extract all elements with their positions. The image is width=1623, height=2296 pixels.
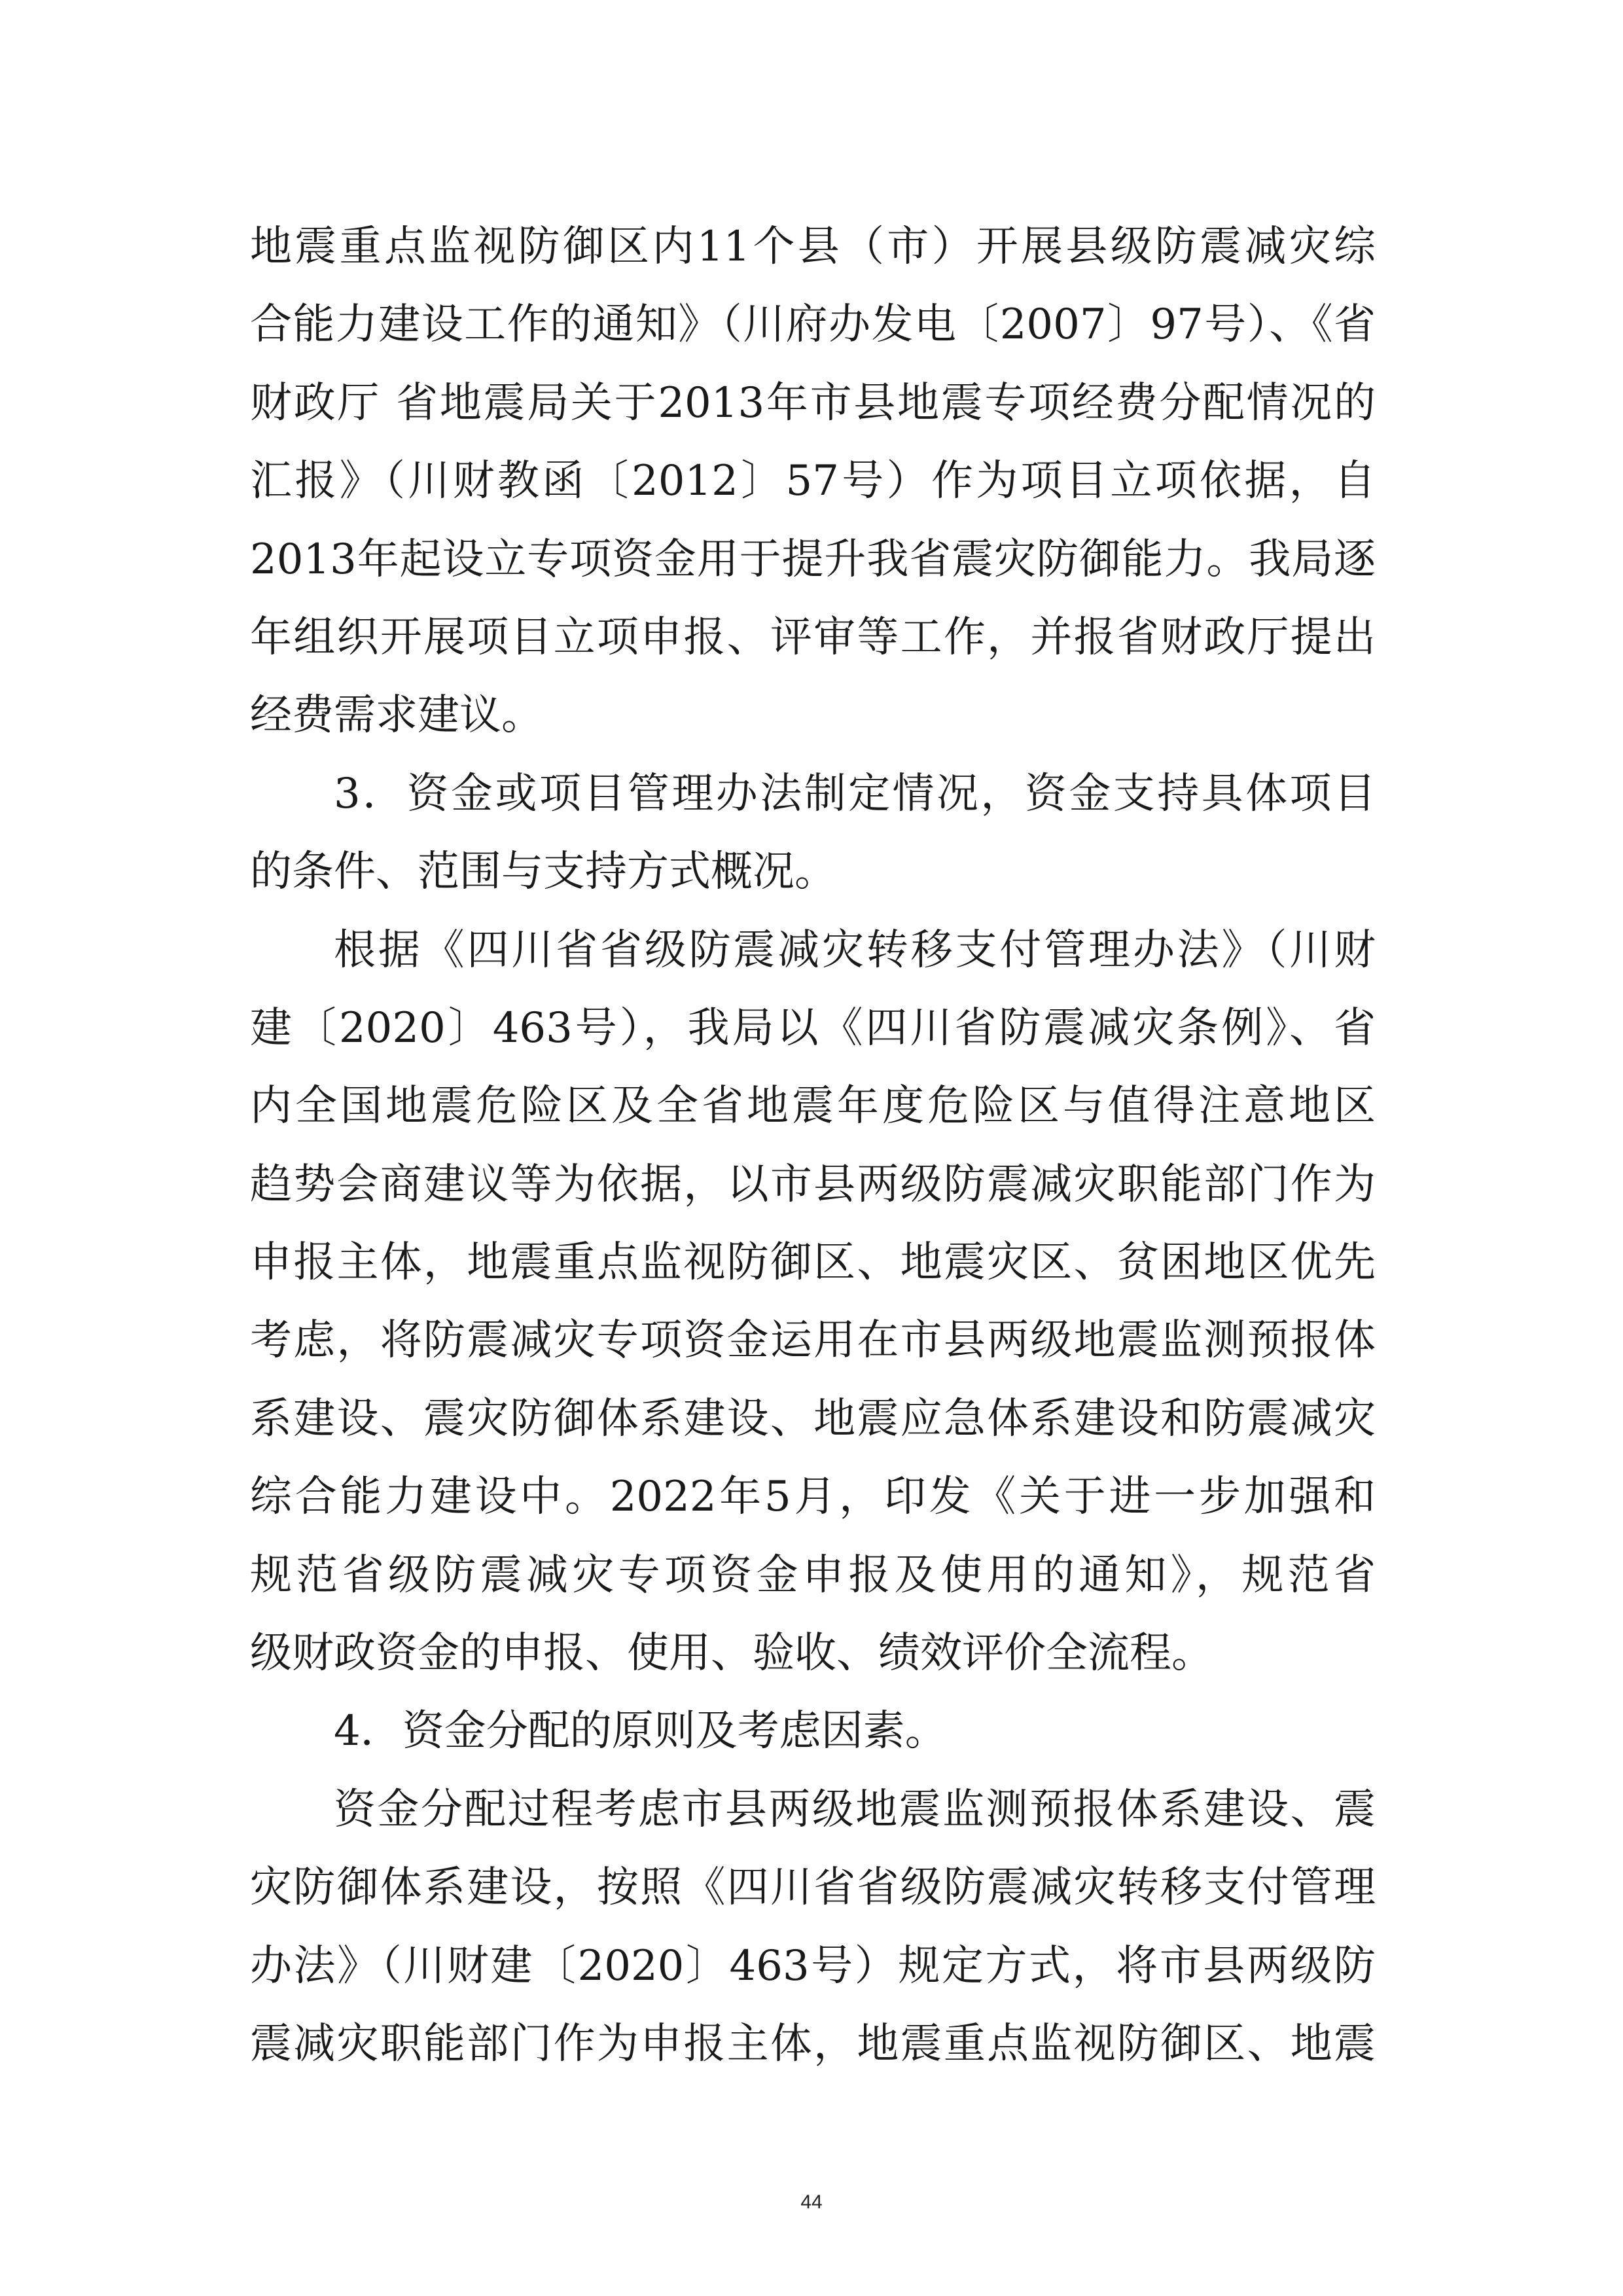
text-line: 考虑，将防震减灾专项资金运用在市县两级地震监测预报体: [250, 1316, 1376, 1365]
heading-item-4: [250, 1693, 1376, 1770]
text-line: 规范省级防震减灾专项资金申报及使用的通知》，规范省: [250, 1551, 1376, 1600]
text-line: 办法》（川财建〔2020〕463号）规定方式，将市县两级防: [250, 1941, 1376, 1990]
text-line: 内全国地震危险区及全省地震年度危险区与值得注意地区: [250, 1082, 1376, 1131]
text-line: 合能力建设工作的通知》（川府办发电〔2007〕97号）、《省: [250, 300, 1376, 350]
text-line: 级财政资金的申报、使用、验收、绩效评价全流程。: [250, 1629, 1213, 1678]
text-line: 的条件、范围与支持方式概况。: [250, 848, 836, 897]
paragraph-basis-continued: [250, 208, 1376, 755]
text-line: 地震重点监视防御区内11个县（市）开展县级防震减灾综: [250, 223, 1376, 271]
paragraph-management-measures: [250, 912, 1376, 1693]
page-number: 44: [800, 2191, 823, 2213]
paragraph-allocation-principles: [250, 1771, 1376, 2084]
text-line: 申报主体，地震重点监视防御区、地震灾区、贫困地区优先: [250, 1238, 1376, 1287]
text-line: 趋势会商建议等为依据，以市县两级防震减灾职能部门作为: [250, 1160, 1376, 1209]
text-line: 灾防御体系建设，按照《四川省省级防震减灾转移支付管理: [250, 1863, 1376, 1912]
text-line: 汇报》（川财教函〔2012〕57号）作为项目立项依据，自: [250, 457, 1376, 506]
text-line: 年组织开展项目立项申报、评审等工作，并报省财政厅提出: [250, 613, 1376, 662]
text-line: 2013年起设立专项资金用于提升我省震灾防御能力。我局逐: [250, 535, 1376, 584]
text-line: 综合能力建设中。2022年5月，印发《关于进一步加强和: [250, 1473, 1376, 1522]
body-text: [250, 208, 1376, 2083]
text-line: 系建设、震灾防御体系建设、地震应急体系建设和防震减灾: [250, 1394, 1376, 1443]
text-line: 经费需求建议。: [250, 691, 543, 740]
text-line: 震减灾职能部门作为申报主体，地震重点监视防御区、地震: [250, 2019, 1376, 2068]
heading-item-3: [250, 755, 1376, 912]
text-line: 根据《四川省省级防震减灾转移支付管理办法》（川财: [334, 925, 1376, 975]
text-line: 建〔2020〕463号），我局以《四川省防震减灾条例》、省: [250, 1003, 1376, 1052]
text-line: 资金分配过程考虑市县两级地震监测预报体系建设、震: [334, 1785, 1376, 1834]
text-line: 4．资金分配的原则及考虑因素。: [334, 1707, 947, 1756]
text-line: 3．资金或项目管理办法制定情况，资金支持具体项目: [334, 769, 1376, 818]
text-line: 财政厅 省地震局关于2013年市县地震专项经费分配情况的: [250, 378, 1376, 427]
